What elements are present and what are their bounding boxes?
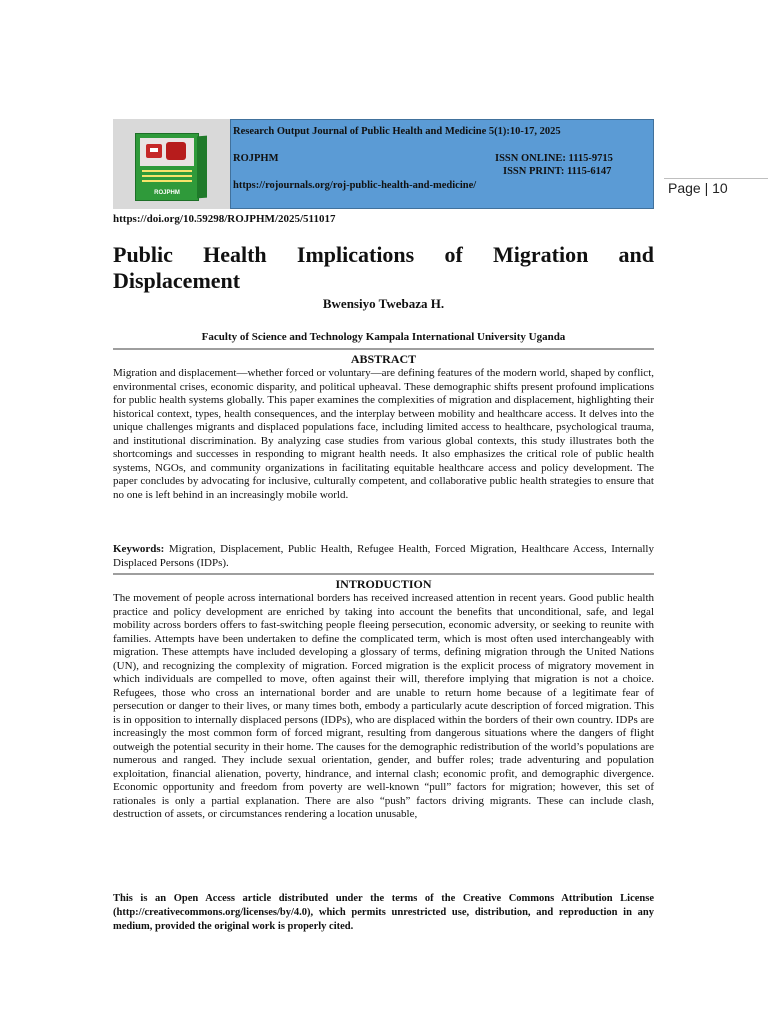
keywords-label: Keywords: xyxy=(113,543,165,555)
book-icon xyxy=(135,133,207,199)
article-title: Public Health Implications of Migration and Displacement xyxy=(113,242,654,293)
journal-cover-image xyxy=(113,119,230,209)
keywords-list: Migration, Displacement, Public Health, Refugee Health, Forced Migration, Healthcare Access, Internally Displaced Persons (IDPs). xyxy=(113,543,654,569)
doi-link[interactable]: https://doi.org/10.59298/ROJPHM/2025/511017 xyxy=(113,213,336,225)
journal-citation: Research Output Journal of Public Health and Medicine 5(1):10-17, 2025 xyxy=(233,126,561,137)
journal-abbrev: ROJPHM xyxy=(233,153,279,164)
author-name: Bwensiyo Twebaza H. xyxy=(322,296,445,311)
introduction-text: The movement of people across international borders has received increased attention in recent years. Good public health practice and policy development are enriched by taking into account the benefits that unconditional, safe, and legal mobility across borders offers to fast-switching people fleeing persecution, economic adversity, or seeking to reunite with families. Attempts have been undertaken to define the complicated term, which is most often used interchangeably with migration. These attempts have included developing a glossary of terms, defining migration through the United Nations (UN), and recognizing the complexity of migration. Forced migration is the explicit process of migratory movement in which individuals are compelled to move, often against their will, therefore implying that migration is not a choice. Refugees, those who cross an international border and are unable to return home because of a legitimate fear of persecution or danger to their lives, or many times both, embody a particularly acute description of forced migration. This is in opposition to internally displaced persons (IDPs), who are displaced within the borders of their own country. IDPs are increasingly the most common form of forced migrant, resulting from dangerous situations where the dangers of flight outweigh the potential security in their home. The causes for the demographic redistribution of the world’s populations are numerous and ranged. They include sexual orientation, gender, and buffer roles; trade adventuring and population exploitation, financial alienation, poverty, hindrance, and internal clash; economic profit, and demographic divergence. Economic opportunity and freedom from poverty are well-known “pull” factors for migration; however, this set of rationales is only a partial explanation. There are also “push” factors driving migrants. These can include clash, destruction of assets, or circumstances rendering a location unusable, xyxy=(113,592,654,820)
divider xyxy=(113,348,654,350)
issn-print: ISSN PRINT: 1115-6147 xyxy=(503,166,612,177)
author-affiliation: Faculty of Science and Technology Kampala International University Uganda xyxy=(201,331,566,343)
keywords xyxy=(113,543,654,570)
divider xyxy=(113,573,654,575)
abstract-text: Migration and displacement—whether forced or voluntary—are defining features of the modern world, shaped by conflict, environmental crises, economic disparity, and political upheaval. These demographic shifts present profound implications for public health systems globally. This paper examines the complexities of migration and displacement, highlighting their historical context, types, health consequences, and the interplay between mobility and healthcare access. It delves into the unique challenges migrants and displaced populations face, including limited access to healthcare, psychological trauma, and institutional discrimination. By analyzing case studies from various global contexts, this study illustrates both the shortcomings and successes in responding to migrant health needs. It also emphasizes the critical role of public health systems, NGOs, and community organizations in facilitating equitable healthcare access and policy development. The paper concludes by advocating for inclusive, culturally competent, and collaborative public health strategies to ensure that no one is left behind in an increasingly mobile world. xyxy=(113,367,654,501)
abstract-heading: ABSTRACT xyxy=(350,352,417,366)
journal-url[interactable]: https://rojournals.org/roj-public-health-and-medicine/ xyxy=(233,180,477,191)
journal-info-box xyxy=(230,119,654,209)
license-note: This is an Open Access article distributed under the terms of the Creative Commons Attribution License (http://creativecommons.org/licenses/by/4.0), which permits unrestricted use, distribution, and reproduction in any medium, provided the original work is properly cited. xyxy=(113,893,654,932)
introduction-heading: INTRODUCTION xyxy=(335,577,432,591)
page-number: Page | 10 xyxy=(664,178,768,202)
issn-online: ISSN ONLINE: 1115-9715 xyxy=(495,153,613,164)
cover-label: ROJPHM xyxy=(154,190,180,196)
